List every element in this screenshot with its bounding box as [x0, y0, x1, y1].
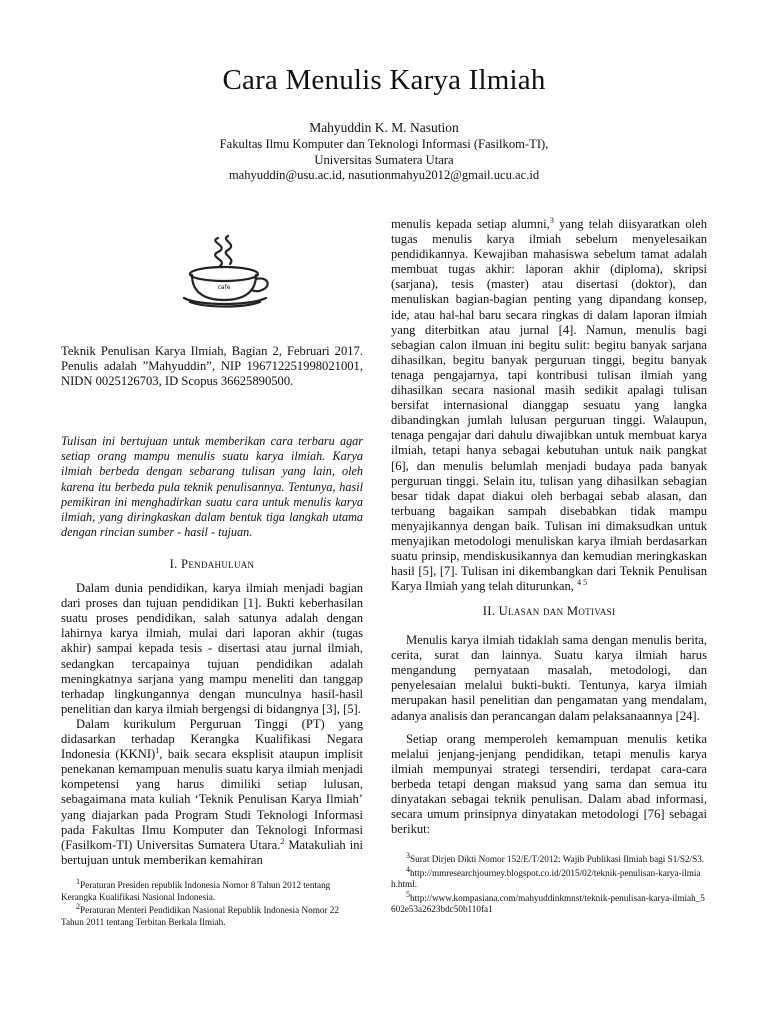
footnotes-right	[391, 850, 707, 916]
footnote-ref-2: 2	[280, 836, 285, 846]
footnote-text: Peraturan Presiden republik Indonesia Nomor 8 Tahun 2012 tentang Kerangka Kualifikasi Nasional Indonesia.	[61, 880, 331, 902]
footnote-4	[391, 864, 707, 891]
footnote-5	[391, 889, 707, 916]
footnote-ref-3: 3	[549, 215, 554, 225]
footnotes-left	[61, 876, 363, 928]
paragraph-2-text-b: , baik secara eksplisit ataupun implisit penekanan kemampuan menulis suatu karya ilmiah menjadi kompetensi yang harus dimiliki setiap lulusan, sebagaimana mata kuliah ‘Teknik Penulisan Karya Ilmiah’ yang diajarkan pada Program Studi Teknologi Informasi pada Fakultas Ilmu Komputer dan Teknologi Informasi (Fasilkom-TI) Universitas Sumatera Utara.	[61, 747, 363, 852]
section-2	[391, 604, 707, 837]
footnote-text: http://mmresearchjourney.blogspot.co.id/2015/02/teknik-penulisan-karya-ilmiah.html.	[391, 867, 701, 890]
footnote-ref-1: 1	[155, 745, 160, 755]
section-1-paragraph-2	[61, 717, 363, 868]
section-1-paragraph-1: Dalam dunia pendidikan, karya ilmiah menjadi bagian dari proses dan tujuan pendidikan [1]. Bukti keberhasilan suatu proses pendidikan, salah satunya adalah dengan lahirnya karya ilmiah, mulai dari laporan akhir (tugas akhir) sampai kepada tesis - disertasi atau jurnal ilmiah, sedangkan tercapainya tujuan pendidikan adalah meningkatnya sarjana yang mampu meneliti dan tanggap terhadap lingkungannya dengan munculnya hasil-hasil penelitian dan karya ilmiah bergengsi di bidangnya [3], [5].	[61, 581, 363, 716]
coffee-cup-logo-icon	[178, 232, 274, 310]
footnote-mark: 1	[76, 876, 80, 886]
footnote-mark: 3	[406, 850, 410, 860]
section-2-paragraph-2: Setiap orang memperoleh kemampuan menulis ketika melalui jenjang-jenjang pendidikan, tetapi menulis karya ilmiah mempunyai strategi tersendiri, terdapat cara-cara berbeda tetapi dengan maksud yang sama dan semua itu dinyatakan sebagai teknik penulisan. Dalam abad informasi, secara umum prinsipnya dinyatakan metodologi [76] sebagai berikut:	[391, 731, 707, 837]
continuation-text-b: yang telah diisyaratkan oleh tugas menulis karya ilmiah sebelum menyelesaikan pendidikannya. Kewajiban mahasiswa sebelum tamat adalah membuat tugas akhir: laporan akhir (diploma), skripsi (sarjana), tesis (master) atau disertasi (doktor), dan menuliskan bagian-bagian penting yang dipandang konsep, ide, atau hal-hal baru secara ringkas di dalam laporan ilmiah yang diterbitkan atau jurnal [4]. Namun, menulis bagi sebagian calon ilmuan ini begitu sulit: begitu banyak sarjana dihasilkan, begitu banyak perguruan tinggi, begitu banyak tenaga pengajarnya, tapi kontribusi tulisan ilmiah yang dihasilkan secara nasional masih sedikit apalagi tulisan bersifat internasional dianggap sesuatu yang langka dibandingkan jumlah lulusan perguruan tinggi. Walaupun, tenaga pengajar dari dahulu diwajibkan untuk membuat karya ilmiah, tetapi hanya sebagai kebutuhan untuk naik pangkat [6], dan menulis belumlah menjadi budaya pada banyak perguruan tinggi. Selain itu, tulisan yang dihasilkan sebagian besar tidak dapat diakui oleh berbagai sebab alasan, dan terbuang bagaikan sampah disebabkan tidak mampu menyajikannya dengan baik. Tulisan ini dimaksudkan untuk menyajikan metodologi menuliskan karya ilmiah berdasarkan suatu prinsip, mendiskusikannya dan kemudian meringkaskan hasil [5], [7]. Tulisan ini dikembangkan dari Teknik Penulisan Karya Ilmiah yang telah diturunkan,	[391, 217, 708, 594]
footnote-3	[391, 850, 707, 866]
footnote-text: http://www.kompasiana.com/mahyuddinkmnst/teknik-penulisan-karya-ilmiah_5602e53a2623bdc50b110fa1	[391, 892, 705, 915]
footnote-ref-4-5: 4 5	[577, 578, 588, 588]
author-name: Mahyuddin K. M. Nasution	[309, 120, 459, 135]
footnote-mark: 2	[76, 902, 80, 912]
continuation-text-a: menulis kepada setiap alumni,	[391, 217, 550, 231]
continuation-paragraph	[391, 217, 707, 594]
paragraph-2-text-c: Matakuliah ini bertujuan untuk memberikan kemahiran	[61, 837, 363, 867]
paragraph-2-text-a: Dalam kurikulum Perguruan Tinggi (PT) yang didasarkan terhadap Kerangka Kualifikasi Negara Indonesia (KKNI)	[61, 716, 363, 762]
author-affiliation	[0, 137, 768, 184]
footnote-2	[61, 902, 363, 928]
section-1	[61, 557, 363, 868]
right-column-continuation	[391, 217, 707, 594]
section-1-heading	[61, 557, 363, 572]
section-2-title: Ulasan dan Motivasi	[498, 604, 616, 618]
footnote-mark: 4	[406, 864, 410, 874]
section-2-number: II.	[482, 604, 496, 618]
section-1-number: I.	[169, 557, 178, 571]
paper-title: Cara Menulis Karya Ilmiah	[222, 64, 546, 96]
abstract-text: Tulisan ini bertujuan untuk memberikan cara terbaru agar setiap orang mampu menulis suatu karya ilmiah. Karya ilmiah berbeda dengan sebarang tulisan yang lain, oleh karena itu berbeda pula teknik penulisannya. Tentunya, hasil pemikiran ini menghadirkan suatu cara untuk menulis karya ilmiah, yang diringkaskan dalam bentuk tiga langkah utama dengan rincian sumber - hasil - tujuan.	[61, 434, 363, 540]
section-2-heading	[391, 604, 707, 619]
affiliation-line-1: Fakultas Ilmu Komputer dan Teknologi Informasi (Fasilkom-TI),	[219, 137, 549, 151]
footnote-text: Surat Dirjen Dikti Nomor 152/E/T/2012: Wajib Publikasi Ilmiah bagi S1/S2/S3.	[410, 854, 705, 864]
section-2-paragraph-1: Menulis karya ilmiah tidaklah sama dengan menulis berita, cerita, surat dan lainnya. Suatu karya ilmiah harus mengandung pernyataan masalah, metodologi, dan penyelesaian melalui bukti-bukti. Tentunya, karya ilmiah merupakan hasil penelitian dan pengamatan yang mendalam, adanya analisis dan perancangan dalam pelaksanaannya [24].	[391, 633, 707, 723]
footnote-mark: 5	[406, 889, 410, 899]
affiliation-line-2: Universitas Sumatera Utara	[314, 152, 454, 167]
author-emails: mahyuddin@usu.ac.id, nasutionmahyu2012@gmail.ucu.ac.id	[228, 168, 540, 183]
abstract	[61, 434, 363, 540]
section-1-title: Pendahuluan	[181, 557, 255, 571]
intro-note-text: Teknik Penulisan Karya Ilmiah, Bagian 2, Februari 2017. Penulis adalah ”Mahyuddin”, NIP 196712251998021001, NIDN 0025126703, ID Scopus 36625890500.	[61, 344, 363, 389]
footnote-text: Peraturan Menteri Pendidikan Nasional Republik Indonesia Nomor 22 Tahun 2011 tentang Terbitan Berkala Ilmiah.	[61, 905, 339, 927]
logo-label: cafe	[217, 284, 231, 291]
footnote-1	[61, 876, 363, 903]
intro-note	[61, 344, 363, 389]
